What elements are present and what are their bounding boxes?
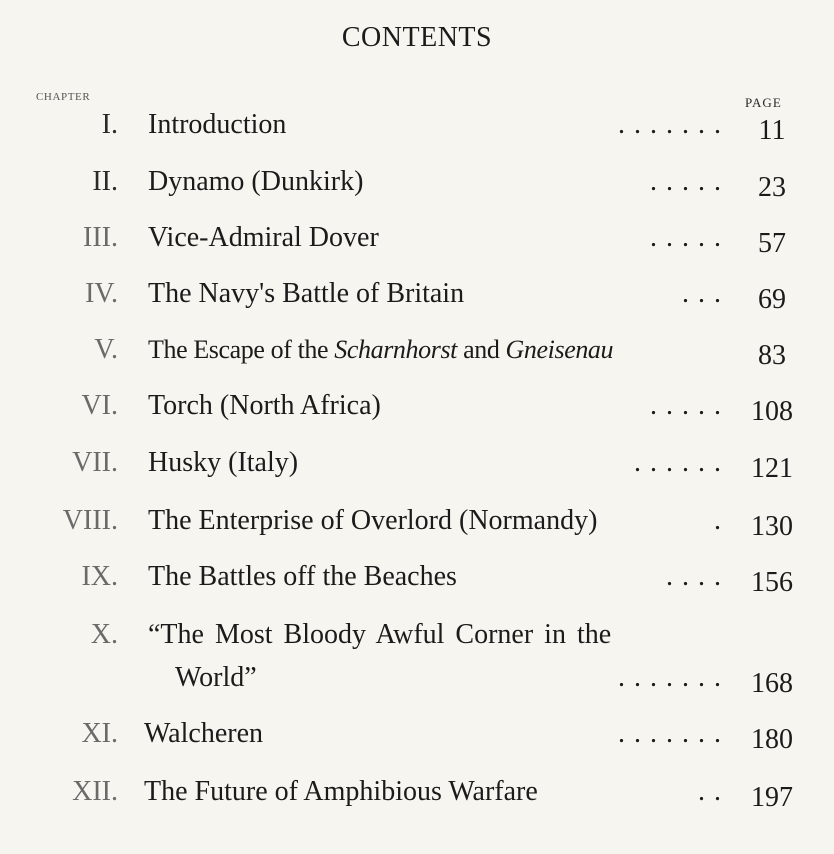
- chapter-numeral: X.: [90, 619, 118, 650]
- page-number: 156: [751, 567, 793, 598]
- dot-leader: . . . . . . .: [618, 718, 722, 749]
- chapter-numeral: II.: [92, 166, 118, 197]
- chapter-numeral: I.: [101, 109, 118, 140]
- page-number: 83: [758, 340, 786, 371]
- page-number: 168: [751, 668, 793, 699]
- chapter-title: Dynamo (Dunkirk): [148, 166, 364, 197]
- chapter-title: Introduction: [148, 109, 287, 140]
- dot-leader: . . . . .: [650, 166, 722, 197]
- chapter-title: The Enterprise of Overlord (Normandy): [148, 505, 598, 536]
- toc-entry-2: [0, 162, 834, 202]
- toc-entry-12: [0, 772, 834, 812]
- chapter-numeral: IV.: [85, 278, 118, 309]
- chapter-title: Husky (Italy): [148, 447, 299, 478]
- toc-entry-8: [0, 501, 834, 541]
- page-column-label: PAGE: [745, 95, 782, 110]
- page-number: 69: [758, 284, 786, 315]
- chapter-numeral: V.: [94, 334, 118, 365]
- chapter-numeral: IX.: [81, 561, 118, 592]
- chapter-title-continued: World”: [175, 662, 257, 693]
- chapter-numeral: VIII.: [62, 505, 118, 536]
- chapter-title: Walcheren: [144, 718, 263, 749]
- dot-leader: .: [714, 505, 722, 536]
- toc-entry-9: [0, 557, 834, 597]
- page-number: 197: [751, 782, 793, 813]
- dot-leader: . . .: [682, 278, 722, 309]
- toc-entry-7: [0, 443, 834, 483]
- dot-leader: . . . . .: [650, 390, 722, 421]
- chapter-title: The Battles off the Beaches: [148, 561, 457, 592]
- chapter-title: The Escape of the Scharnhorst and Gneisenau: [148, 335, 614, 364]
- toc-entry-4: [0, 274, 834, 314]
- page-title: CONTENTS: [341, 22, 493, 53]
- toc-entry-6: [0, 386, 834, 426]
- page-number: 121: [751, 453, 793, 484]
- chapter-numeral: VI.: [81, 390, 118, 421]
- page-number: 11: [758, 115, 786, 146]
- dot-leader: . .: [698, 776, 722, 807]
- page-number: 23: [758, 172, 786, 203]
- chapter-title: Vice-Admiral Dover: [148, 222, 379, 253]
- chapter-numeral: XII.: [72, 776, 118, 807]
- toc-entry-3: [0, 218, 834, 258]
- chapter-column-label: CHAPTER: [36, 91, 91, 103]
- toc-entry-11: [0, 714, 834, 754]
- chapter-numeral: XI.: [81, 718, 118, 749]
- dot-leader: . . . . . . .: [618, 662, 722, 693]
- toc-entry-5: [0, 330, 834, 370]
- dot-leader: . . . . . . .: [618, 109, 722, 140]
- dot-leader: . . . . . .: [634, 447, 722, 478]
- chapter-title: The Future of Amphibious Warfare: [144, 776, 538, 807]
- page-number: 130: [751, 511, 793, 542]
- page-number: 57: [758, 228, 786, 259]
- chapter-title: The Navy's Battle of Britain: [148, 278, 465, 309]
- toc-entry-10: [0, 615, 834, 655]
- chapter-numeral: III.: [83, 222, 118, 253]
- toc-entry-10-continued: [0, 658, 834, 698]
- page-number: 180: [751, 724, 793, 755]
- chapter-title: Torch (North Africa): [148, 390, 381, 421]
- dot-leader: . . . . .: [650, 222, 722, 253]
- toc-entry-1: [0, 105, 834, 145]
- chapter-numeral: VII.: [72, 447, 118, 478]
- page-number: 108: [751, 396, 793, 427]
- dot-leader: . . . .: [666, 561, 722, 592]
- chapter-title: “The Most Bloody Awful Corner in the: [148, 619, 612, 650]
